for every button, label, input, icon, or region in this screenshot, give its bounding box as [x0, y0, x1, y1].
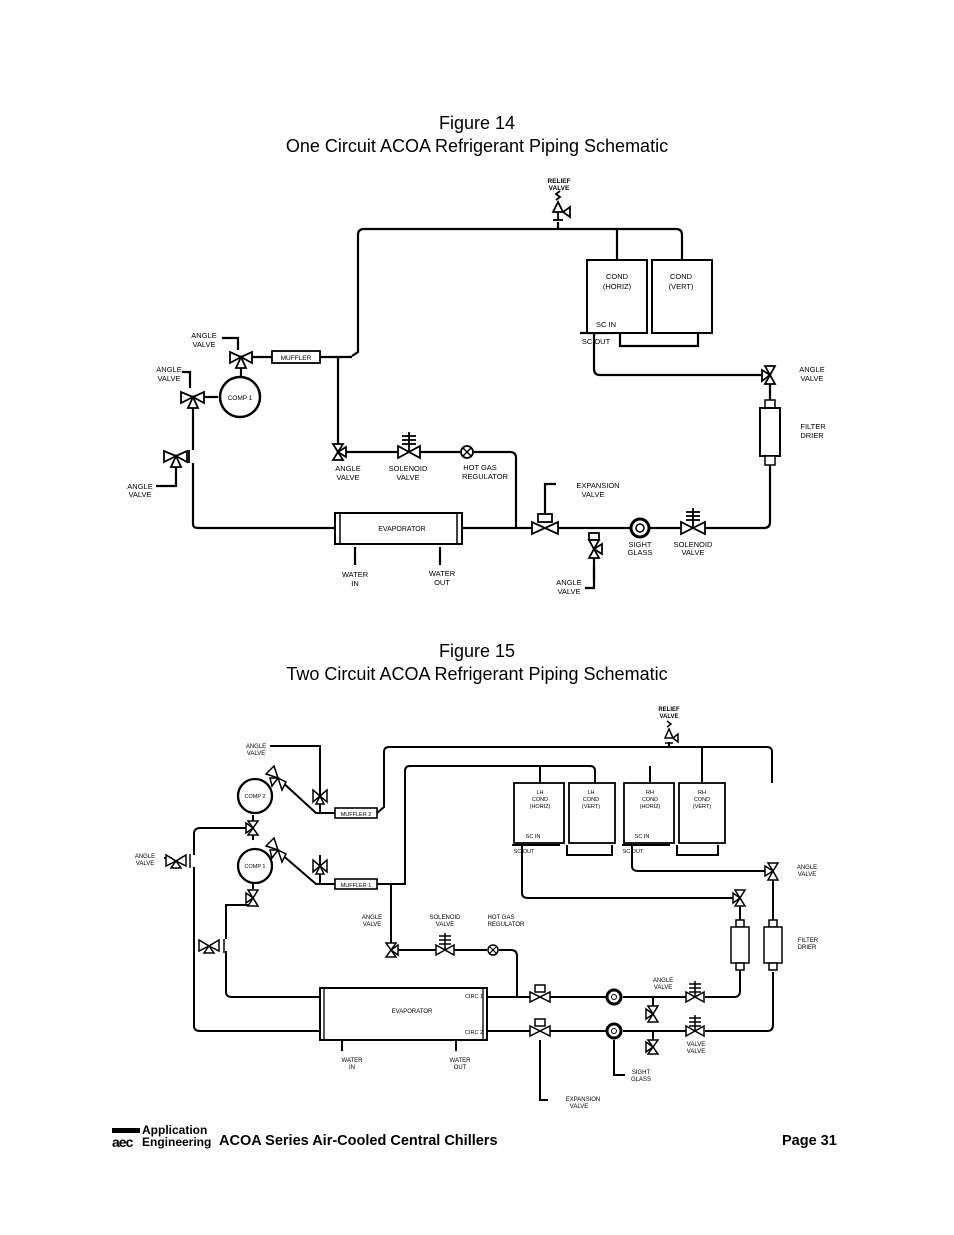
figure-15-number: Figure 15: [438, 641, 516, 661]
filter-label-1: FILTER: [797, 938, 819, 944]
angle-valve-hot-gas: [333, 444, 346, 460]
water-out-label-1: WATER: [449, 1058, 471, 1064]
relief-valve: [665, 721, 678, 743]
sc-out-right-label: SC OUT: [622, 849, 644, 855]
solenoid-valve-circ2: [686, 1015, 704, 1036]
filter-label-2: DRIER: [800, 431, 824, 440]
solenoid-label-1: SOLENOID: [388, 464, 428, 473]
filter-drier: [760, 400, 780, 465]
angle-top-label-2: VALVE: [246, 751, 266, 757]
solenoid-valve-liquid: [681, 508, 705, 534]
rh-vert-label-2: COND: [693, 797, 711, 803]
evaporator-label: EVAPORATOR: [391, 1009, 433, 1015]
angle-mid-label-1: ANGLE: [361, 915, 383, 921]
logo-mark: aec: [112, 1134, 133, 1150]
relief-valve-label-2: VALVE: [659, 714, 679, 720]
expansion-valve-2: [530, 1019, 550, 1036]
water-in-label-1: WATER: [341, 1058, 363, 1064]
angle-valve-right-1: [733, 890, 745, 906]
angle-valve-liquid: [762, 366, 775, 384]
logo-bar-icon: [112, 1128, 140, 1133]
expansion-valve: [532, 514, 558, 534]
water-out-label-2: OUT: [434, 578, 450, 587]
sc-in-label: SC IN: [595, 320, 617, 329]
angle-top-label-2: VALVE: [192, 340, 216, 349]
comp-2-label: COMP 2: [244, 794, 266, 800]
application-engineering-logo: [112, 1124, 216, 1150]
lh-horiz-label-3: (HORIZ): [529, 804, 551, 810]
sight-glass-2: [607, 1024, 621, 1038]
angle-left-label-1: ANGLE: [134, 854, 156, 860]
water-in-label-1: WATER: [341, 570, 369, 579]
angle-valve-low: [164, 450, 189, 467]
angle-valve-discharge: [230, 352, 252, 368]
evaporator-label: EVAPORATOR: [378, 526, 426, 533]
angle-left-label-2: VALVE: [157, 374, 181, 383]
valve-label-2: VALVE: [686, 1049, 706, 1055]
filter-label-2: DRIER: [797, 945, 817, 951]
circ-1-label: CIRC 1: [464, 994, 484, 1000]
figure-14-title: [0, 112, 954, 158]
solenoid-label-2: VALVE: [396, 473, 420, 482]
relief-valve-label-1: RELIEF: [658, 707, 680, 713]
cond-vert-label-2: (VERT): [668, 282, 694, 291]
angle-valve-circ2-sub: [646, 1040, 658, 1054]
condenser-vert: [652, 260, 712, 333]
angle-mid-label-1: ANGLE: [335, 464, 361, 473]
sc-in-left-label: SC IN: [525, 834, 541, 840]
sight-glass-label-2: GLASS: [627, 548, 653, 557]
muffler-label: MUFFLER: [280, 355, 312, 362]
rh-horiz-label-2: COND: [641, 797, 659, 803]
angle-valve-circ1-sub: [646, 1006, 658, 1022]
lh-vert-label-3: (VERT): [581, 804, 601, 810]
logo-line-1: Application: [142, 1123, 208, 1137]
angle-left-label-2: VALVE: [135, 861, 155, 867]
sight-glass-1: [607, 990, 621, 1004]
expansion-label-1: EXPANSION: [565, 1097, 601, 1103]
hot-gas-label-2: REGULATOR: [487, 922, 525, 928]
solenoid-valve-hot-gas: [398, 432, 420, 458]
footer-title: ACOA Series Air-Cooled Central Chillers: [219, 1133, 498, 1149]
angle-right-label-1: ANGLE: [799, 365, 825, 374]
sight-glass: [631, 519, 649, 537]
logo-line-2: Engineering: [142, 1135, 212, 1149]
relief-valve-label-2: VALVE: [548, 185, 570, 192]
comp-1-label: COMP 1: [244, 864, 266, 870]
water-in-label-2: IN: [351, 579, 359, 588]
relief-valve: [553, 191, 570, 220]
filter-label-1: FILTER: [800, 422, 826, 431]
angle-valve-right-2: [765, 863, 778, 880]
angle-valve-left-1: [166, 854, 190, 868]
water-in-label-2: IN: [349, 1065, 355, 1071]
circ-2-label: CIRC 2: [464, 1030, 484, 1036]
expansion-label-2: VALVE: [581, 490, 605, 499]
angle-low-label-1: ANGLE: [652, 978, 674, 984]
angle-mid-label-2: VALVE: [336, 473, 360, 482]
sight-glass-label-1: SIGHT: [628, 540, 652, 549]
water-out-label-1: WATER: [428, 569, 456, 578]
water-out-label-2: OUT: [453, 1065, 467, 1071]
angle-mid-label-2: VALVE: [362, 922, 382, 928]
angle-bottom-label-2: VALVE: [557, 587, 581, 596]
rh-vert-label-1: RH: [698, 790, 706, 796]
hot-gas-label-2: REGULATOR: [462, 472, 508, 481]
sight-glass-label-1: SIGHT: [631, 1070, 651, 1076]
sight-glass-label-2: GLASS: [630, 1077, 652, 1083]
solenoid-liquid-label-1: SOLENOID: [673, 540, 713, 549]
figure-14-number: Figure 14: [438, 113, 516, 133]
cond-vert-label-1: COND: [669, 272, 693, 281]
angle-valve-bottom: [589, 533, 602, 558]
rh-vert-label-3: (VERT): [692, 804, 712, 810]
angle-right-label-1: ANGLE: [796, 865, 818, 871]
cond-horiz-label-1: COND: [605, 272, 629, 281]
page-footer: [0, 1124, 954, 1154]
angle-valve-suction: [181, 392, 204, 408]
solenoid-liquid-label-2: VALVE: [681, 548, 705, 557]
filter-drier-1: [731, 920, 749, 970]
figure-15-caption: Two Circuit ACOA Refrigerant Piping Schematic: [286, 664, 668, 684]
rh-horiz-label-3: (HORIZ): [639, 804, 661, 810]
angle-valve-left-2: [199, 939, 224, 953]
rh-horiz-label-1: RH: [646, 790, 654, 796]
solenoid-label-2: VALVE: [435, 922, 455, 928]
hot-gas-regulator: [488, 945, 498, 955]
muffler-1-label: MUFFLER 1: [340, 883, 372, 889]
page-number: Page 31: [782, 1133, 837, 1149]
cond-horiz-label-2: (HORIZ): [602, 282, 632, 291]
lh-vert-label-2: COND: [582, 797, 600, 803]
sc-out-left-label: SC OUT: [513, 849, 535, 855]
solenoid-valve-hot-gas: [436, 933, 454, 955]
hot-gas-label-1: HOT GAS: [487, 915, 515, 921]
lh-horiz-label-1: LH: [536, 790, 544, 796]
lh-vert-label-1: LH: [587, 790, 595, 796]
hot-gas-regulator: [461, 446, 473, 458]
figure-14-caption: One Circuit ACOA Refrigerant Piping Schematic: [285, 136, 669, 156]
angle-low-label-2: VALVE: [128, 490, 152, 499]
expansion-label-1: EXPANSION: [576, 481, 620, 490]
figure-14-schematic: [0, 170, 954, 600]
angle-bottom-label-1: ANGLE: [556, 578, 582, 587]
angle-low-label-2: VALVE: [653, 985, 673, 991]
angle-top-label-1: ANGLE: [191, 331, 217, 340]
expansion-label-2: VALVE: [569, 1104, 589, 1110]
hot-gas-label-1: HOT GAS: [463, 463, 497, 472]
sc-out-label: SC OUT: [581, 337, 611, 346]
figure-15-title: [0, 640, 954, 686]
angle-left-label-1: ANGLE: [156, 365, 182, 374]
sc-in-right-label: SC IN: [634, 834, 650, 840]
solenoid-valve-circ1: [686, 981, 704, 1002]
angle-valve-comp1-suction: [246, 890, 258, 906]
angle-valve-comp2-suction: [246, 821, 258, 835]
lh-horiz-label-2: COND: [531, 797, 549, 803]
angle-right-label-2: VALVE: [797, 872, 817, 878]
expansion-valve-1: [530, 985, 550, 1002]
valve-label-1: VALVE: [686, 1042, 706, 1048]
comp-1-label: COMP 1: [227, 395, 253, 402]
muffler-2-label: MUFFLER 2: [340, 812, 372, 818]
angle-valve-hot-gas: [386, 943, 398, 957]
relief-valve-label-1: RELIEF: [547, 178, 571, 185]
filter-drier-2: [764, 920, 782, 970]
figure-15-schematic: [0, 700, 954, 1120]
angle-low-label-1: ANGLE: [127, 482, 153, 491]
angle-top-label-1: ANGLE: [245, 744, 267, 750]
angle-right-label-2: VALVE: [800, 374, 824, 383]
solenoid-label-1: SOLENOID: [429, 915, 461, 921]
